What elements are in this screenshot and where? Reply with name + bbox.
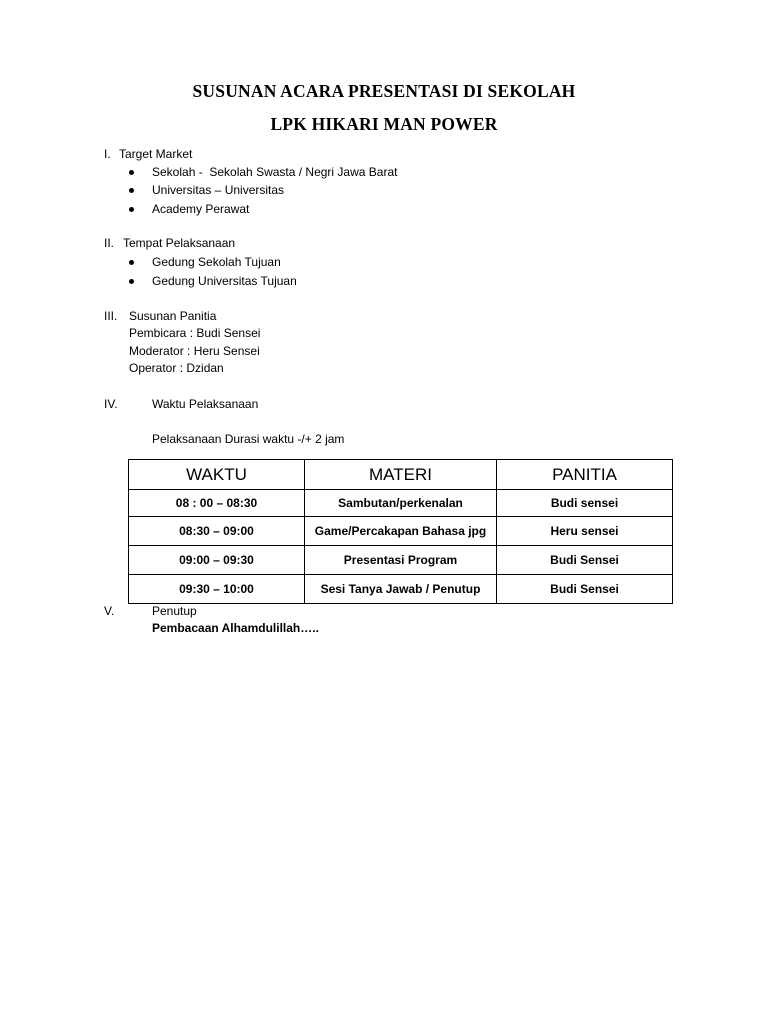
table-row bbox=[129, 517, 673, 546]
column-header-waktu: WAKTU bbox=[129, 460, 305, 490]
list-item: Gedung Sekolah Tujuan bbox=[152, 255, 281, 269]
bullet-icon bbox=[129, 279, 134, 284]
bullet-icon bbox=[129, 207, 134, 212]
section-2-number: II. bbox=[104, 236, 115, 250]
bullet-icon bbox=[129, 188, 134, 193]
list-item: Academy Perawat bbox=[152, 202, 250, 216]
cell-material: Presentasi Program bbox=[305, 546, 497, 575]
table-row bbox=[129, 575, 673, 604]
bullet-icon bbox=[129, 260, 134, 265]
section-4-number: IV. bbox=[104, 397, 118, 411]
table-row bbox=[129, 490, 673, 517]
document-title: SUSUNAN ACARA PRESENTASI DI SEKOLAH bbox=[192, 81, 576, 101]
section-3-number: III. bbox=[104, 309, 118, 323]
list-item: Universitas – Universitas bbox=[152, 183, 285, 197]
cell-material: Game/Percakapan Bahasa jpg bbox=[305, 517, 497, 546]
cell-time: 08 : 00 – 08:30 bbox=[129, 490, 305, 517]
cell-committee: Heru sensei bbox=[497, 517, 673, 546]
committee-line: Pembicara : Budi Sensei bbox=[129, 326, 261, 340]
schedule-table bbox=[128, 459, 673, 604]
cell-time: 09:30 – 10:00 bbox=[129, 575, 305, 604]
section-5-heading: Penutup bbox=[152, 604, 197, 618]
document-subtitle: LPK HIKARI MAN POWER bbox=[270, 114, 498, 134]
cell-time: 08:30 – 09:00 bbox=[129, 517, 305, 546]
committee-line: Moderator : Heru Sensei bbox=[129, 344, 260, 358]
cell-material: Sesi Tanya Jawab / Penutup bbox=[305, 575, 497, 604]
committee-line: Operator : Dzidan bbox=[129, 361, 224, 375]
cell-committee: Budi sensei bbox=[497, 490, 673, 517]
cell-material: Sambutan/perkenalan bbox=[305, 490, 497, 517]
column-header-panitia: PANITIA bbox=[497, 460, 673, 490]
section-2-heading: Tempat Pelaksanaan bbox=[123, 236, 236, 250]
closing-line: Pembacaan Alhamdulillah….. bbox=[152, 621, 319, 635]
cell-committee: Budi Sensei bbox=[497, 575, 673, 604]
duration-note: Pelaksanaan Durasi waktu -/+ 2 jam bbox=[152, 432, 345, 446]
section-4-heading: Waktu Pelaksanaan bbox=[152, 397, 259, 411]
table-row bbox=[129, 546, 673, 575]
section-1-number: I. bbox=[104, 147, 111, 161]
list-item: Sekolah - Sekolah Swasta / Negri Jawa Barat bbox=[152, 165, 398, 179]
table-header-row bbox=[129, 460, 673, 490]
cell-time: 09:00 – 09:30 bbox=[129, 546, 305, 575]
column-header-materi: MATERI bbox=[305, 460, 497, 490]
list-item: Gedung Universitas Tujuan bbox=[152, 274, 297, 288]
section-5-number: V. bbox=[104, 604, 115, 618]
bullet-icon bbox=[129, 170, 134, 175]
cell-committee: Budi Sensei bbox=[497, 546, 673, 575]
section-3-heading: Susunan Panitia bbox=[129, 309, 217, 323]
section-1-heading: Target Market bbox=[119, 147, 193, 161]
